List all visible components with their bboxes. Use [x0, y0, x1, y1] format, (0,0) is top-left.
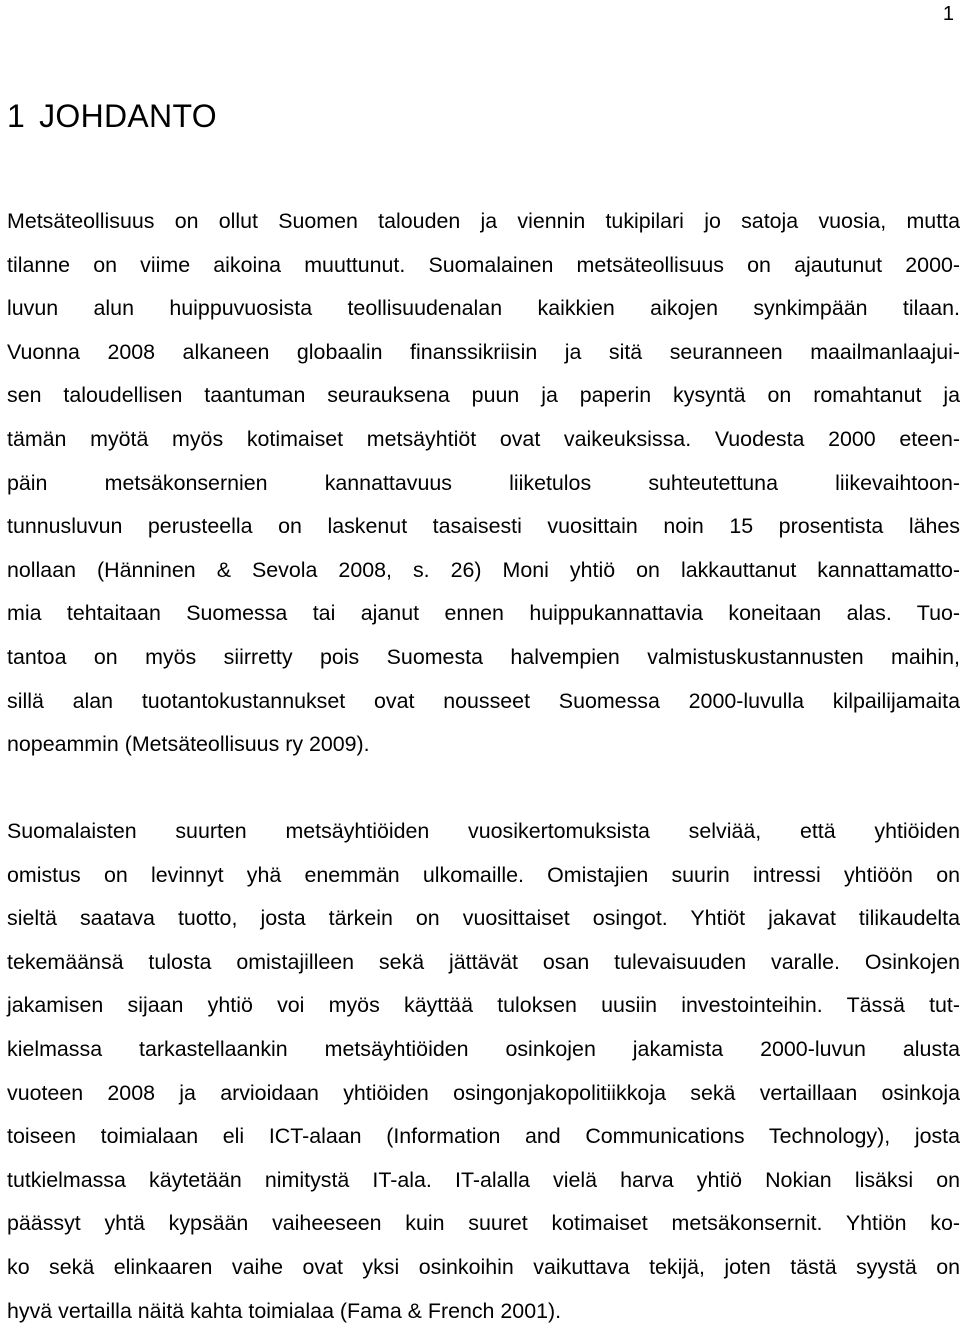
- paragraph-line: mia tehtaitaan Suomessa tai ajanut ennen huippukannattavia koneitaan alas. Tuo-: [7, 601, 960, 626]
- paragraph-line: Suomalaisten suurten metsäyhtiöiden vuosikertomuksista selviää, että yhtiöiden: [7, 819, 960, 843]
- paragraph-line: ko sekä elinkaaren vaihe ovat yksi osinkoihin vaikuttava tekijä, joten tästä syystä on: [7, 1254, 960, 1279]
- chapter-heading: [7, 94, 217, 138]
- paragraph-line: luvun alun huippuvuosista teollisuudenalan kaikkien aikojen synkimpään tilaan.: [7, 296, 960, 321]
- paragraph-line: Metsäteollisuus on ollut Suomen talouden ja viennin tukipilari jo satoja vuosia, mutta: [7, 209, 960, 233]
- paragraph-line: jakamisen sijaan yhtiö voi myös käyttää tuloksen uusiin investointeihin. Tässä tut-: [7, 993, 960, 1018]
- chapter-title: JOHDANTO: [39, 98, 217, 134]
- paragraph-line: päässyt yhtä kypsään vaiheeseen kuin suuret kotimaiset metsäkonsernit. Yhtiön ko-: [7, 1211, 960, 1236]
- paragraph-line: päin metsäkonsernien kannattavuus liiketulos suhteutettuna liikevaihtoon-: [7, 470, 960, 495]
- paragraph-line: hyvä vertailla näitä kahta toimialaa (Fama & French 2001).: [7, 1298, 562, 1323]
- paragraph-line: nollaan (Hänninen & Sevola 2008, s. 26) Moni yhtiö on lakkauttanut kannattamatto-: [7, 557, 960, 582]
- paragraph-line: omistus on levinnyt yhä enemmän ulkomaille. Omistajien suurin intressi yhtiöön on: [7, 862, 960, 887]
- paragraph-line: tilanne on viime aikoina muuttunut. Suomalainen metsäteollisuus on ajautunut 2000-: [7, 252, 960, 277]
- paragraph-line: vuoteen 2008 ja arvioidaan yhtiöiden osingonjakopolitiikkoja sekä vertaillaan osinkoja: [7, 1080, 960, 1105]
- paragraph-line: Vuonna 2008 alkaneen globaalin finanssikriisin ja sitä seuranneen maailmanlaajui-: [7, 339, 960, 364]
- paragraph-line: tantoa on myös siirretty pois Suomesta halvempien valmistuskustannusten maihin,: [7, 644, 960, 669]
- chapter-number: 1: [7, 98, 26, 134]
- paragraph-line: toiseen toimialaan eli ICT-alaan (Information and Communications Technology), josta: [7, 1124, 960, 1149]
- paragraph-1: [7, 200, 960, 767]
- paragraph-line: nopeammin (Metsäteollisuus ry 2009).: [7, 732, 370, 757]
- paragraph-line: tämän myötä myös kotimaiset metsäyhtiöt ovat vaikeuksissa. Vuodesta 2000 eteen-: [7, 426, 960, 451]
- paragraph-line: sen taloudellisen taantuman seurauksena puun ja paperin kysyntä on romahtanut ja: [7, 383, 960, 408]
- paragraph-line: tunnusluvun perusteella on laskenut tasaisesti vuosittain noin 15 prosentista lähes: [7, 514, 960, 539]
- page-number: 1: [942, 3, 954, 25]
- paragraph-line: kielmassa tarkastellaankin metsäyhtiöiden osinkojen jakamista 2000-luvun alusta: [7, 1036, 960, 1061]
- paragraph-line: tutkielmassa käytetään nimitystä IT-ala. IT-alalla vielä harva yhtiö Nokian lisäksi on: [7, 1167, 960, 1192]
- paragraph-line: sillä alan tuotantokustannukset ovat nousseet Suomessa 2000-luvulla kilpailijamaita: [7, 688, 960, 713]
- paragraph-line: sieltä saatava tuotto, josta tärkein on vuosittaiset osingot. Yhtiöt jakavat tilikaudelta: [7, 906, 960, 931]
- paragraph-2: [7, 810, 960, 1333]
- paragraph-line: tekemäänsä tulosta omistajilleen sekä jättävät osan tulevaisuuden varalle. Osinkojen: [7, 949, 960, 974]
